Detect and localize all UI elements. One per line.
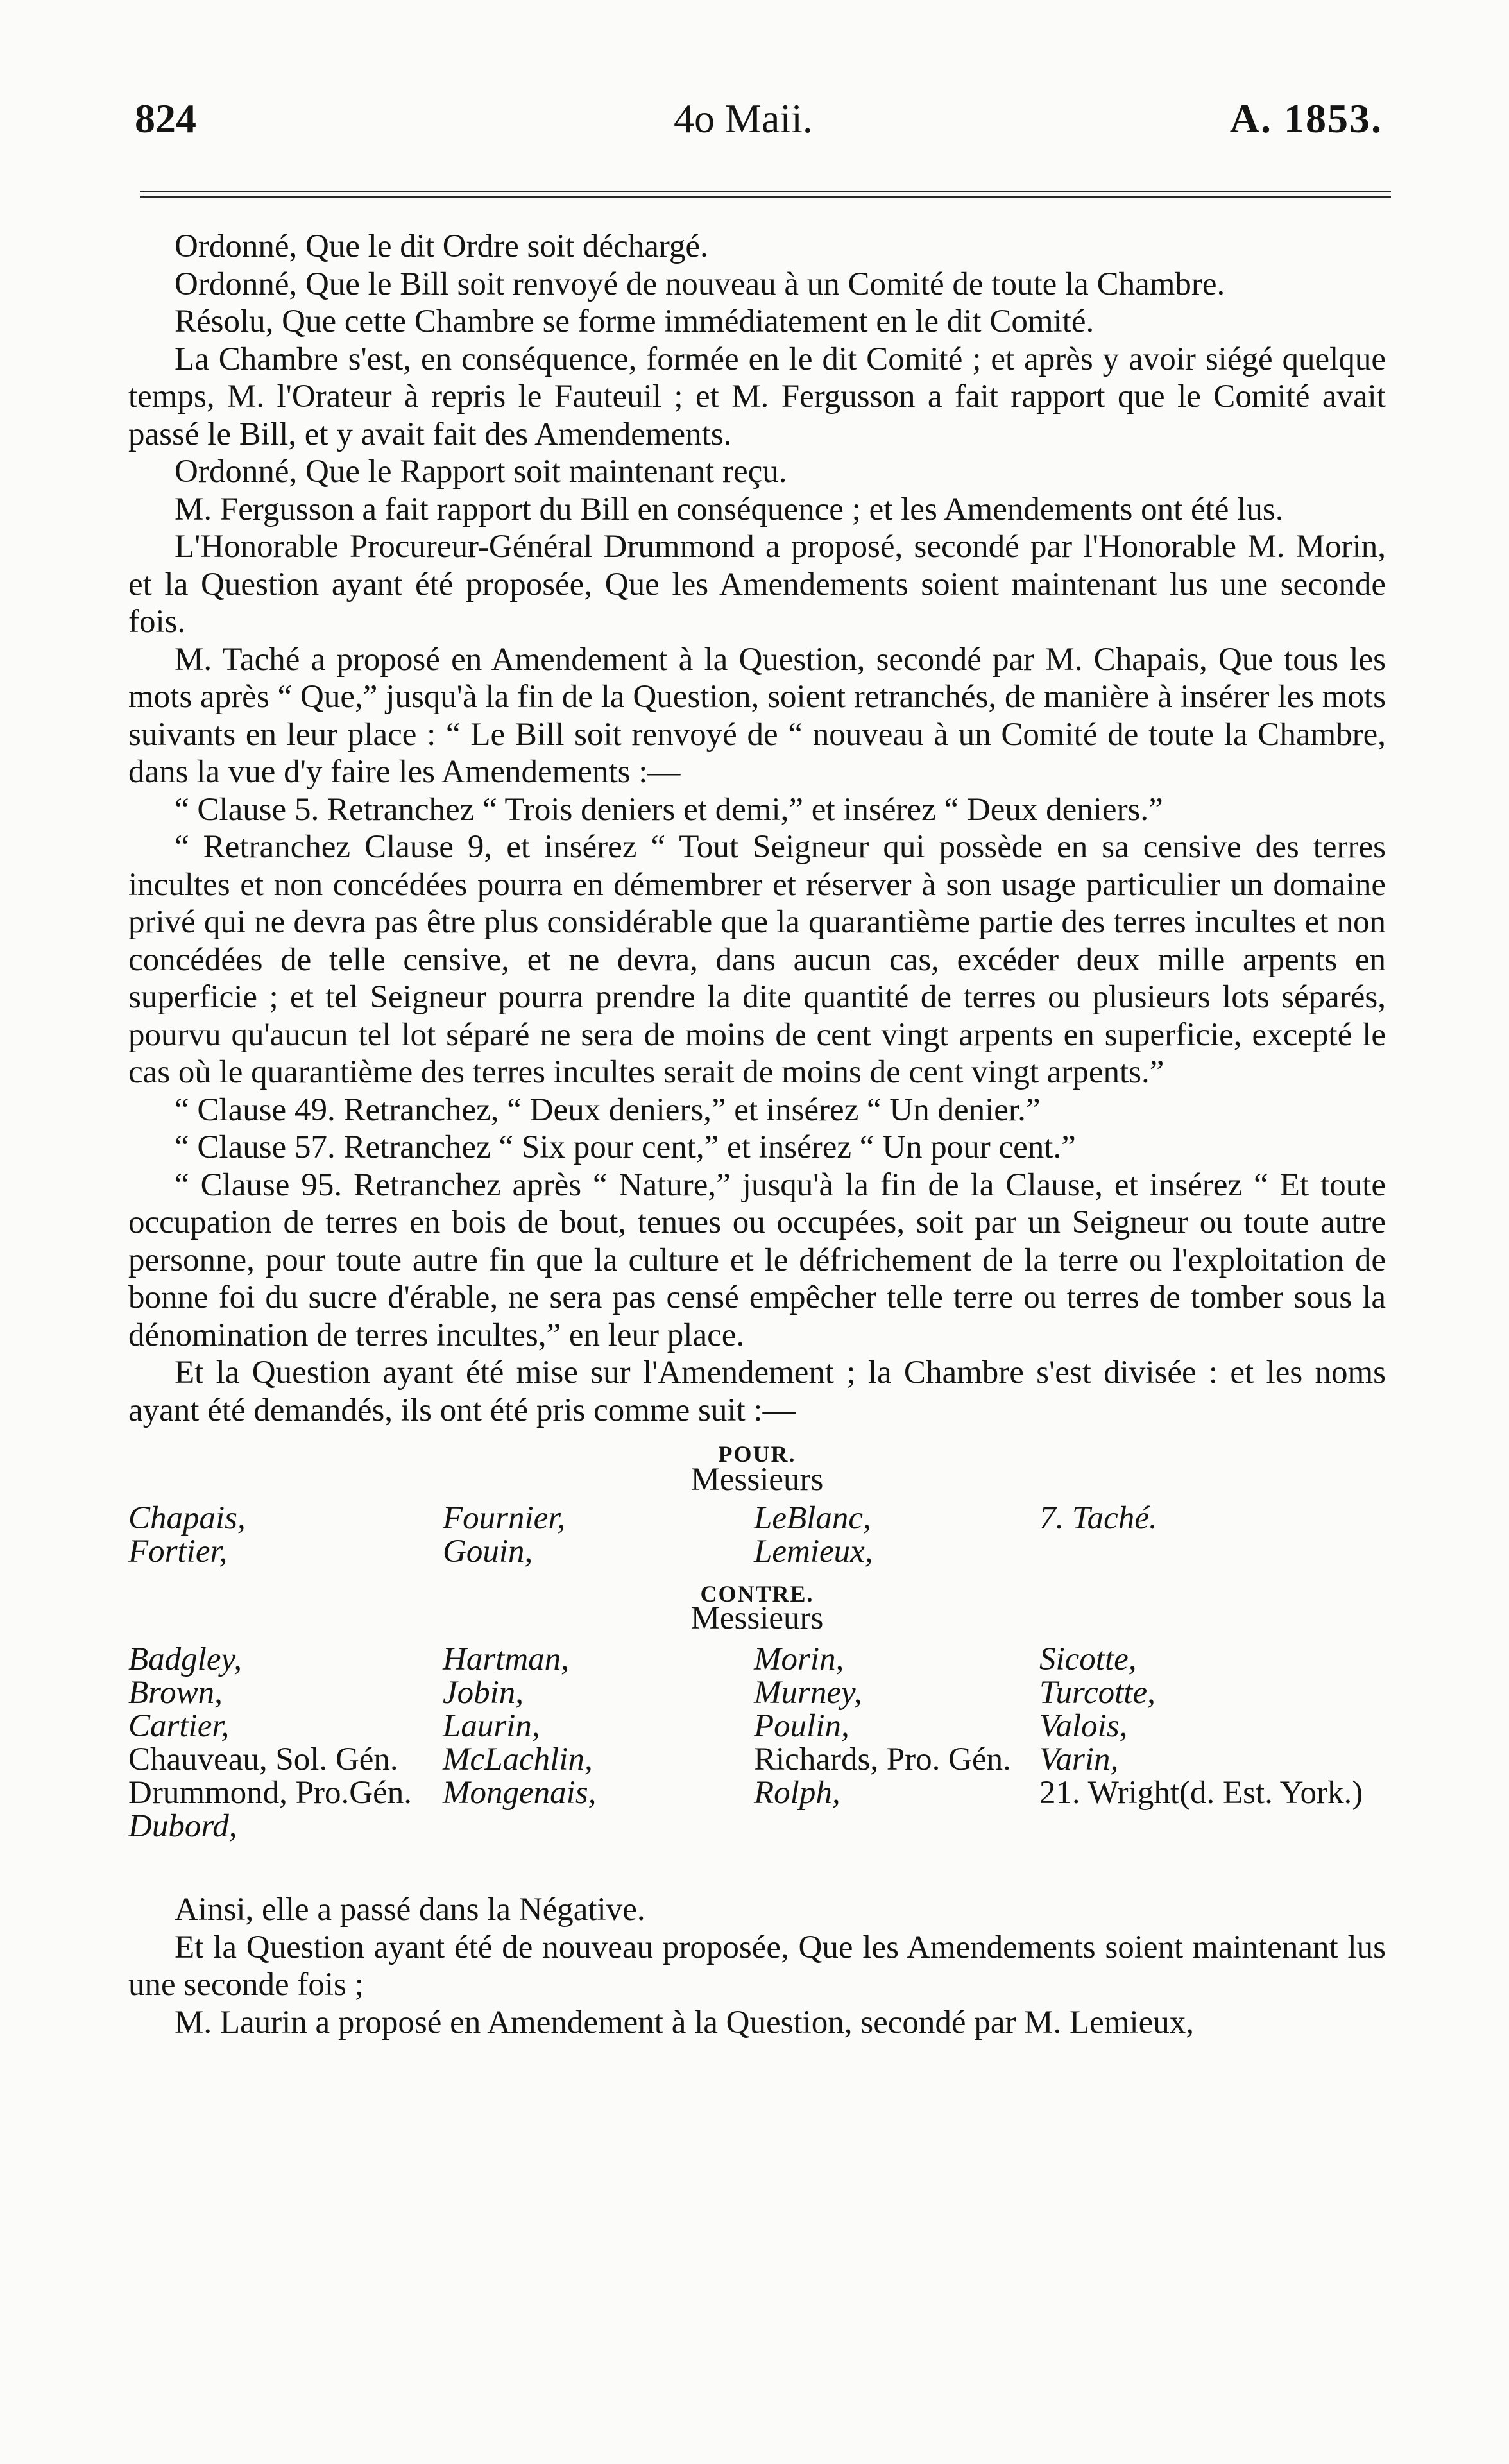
paragraph: Et la Question ayant été de nouveau proposée, Que les Amendements soient maintenant lus une seconde fois ; <box>128 1929 1386 2003</box>
voter-name: Rolph, <box>754 1775 840 1811</box>
paragraph: Ordonné, Que le Rapport soit maintenant reçu. <box>175 454 787 490</box>
amendment-clause: “ Clause 49. Retranchez, “ Deux deniers,” et insérez “ Un denier.” <box>175 1091 1041 1128</box>
voter-name: LeBlanc, <box>754 1500 871 1536</box>
vote-row <box>128 1674 1386 1710</box>
vote-row <box>128 1641 1386 1677</box>
voter-name: Gouin, <box>443 1534 533 1570</box>
paragraph: Résolu, Que cette Chambre se forme immédiatement en le dit Comité. <box>175 304 1095 339</box>
vote-row <box>128 1741 1386 1777</box>
vote-row <box>128 1774 1386 1810</box>
voter-name: Varin, <box>1039 1741 1119 1777</box>
running-header <box>135 95 1383 153</box>
paragraph: Ordonné, Que le dit Ordre soit déchargé. <box>175 228 708 264</box>
page-number: 824 <box>135 96 196 141</box>
voter-name: Murney, <box>754 1675 862 1711</box>
voter-name: Sicotte, <box>1039 1641 1137 1677</box>
header-rule-bottom <box>140 196 1391 198</box>
voter-name: Drummond, Pro.Gén. <box>128 1775 412 1811</box>
voter-name: Hartman, <box>443 1641 569 1677</box>
contre-heading: CONTRE. <box>700 1581 814 1607</box>
header-date: 4o Maii. <box>674 96 813 141</box>
voter-name: Morin, <box>754 1641 844 1677</box>
header-rule-top <box>140 191 1391 193</box>
voter-name: Laurin, <box>443 1708 540 1744</box>
voter-name: 21. Wright(d. Est. York.) <box>1039 1775 1363 1811</box>
voter-name: Brown, <box>128 1675 223 1711</box>
voter-name: Lemieux, <box>754 1534 873 1570</box>
voter-name: Cartier, <box>128 1708 230 1744</box>
header-year: A. 1853. <box>1229 96 1383 141</box>
paragraph: M. Laurin a proposé en Amendement à la Question, secondé par M. Lemieux, <box>175 2004 1195 2041</box>
amendment-clause: “ Retranchez Clause 9, et insérez “ Tout Seigneur qui possède en sa censive des terres incultes et non concédées pourra en démembrer et réserver à son usage particulier un domaine privé qui ne devra pas être plus considérable que la quarantième partie des terres incultes et non concédées de telle censive, et ne devra, dans aucun cas, excéder deux mille arpents en superficie ; et tel Seigneur pourra prendre la dite quantité de terres ou plusieurs lots séparés, pourvu qu'aucun tel lot séparé ne sera de moins de cent vingt arpents en superficie, excepté le cas où le quarantième des terres incultes serait de moins de cent vingt arpents.” <box>128 829 1386 1090</box>
voter-name: 7. Taché. <box>1039 1500 1157 1536</box>
voter-name: Jobin, <box>443 1675 524 1711</box>
paragraph: La Chambre s'est, en conséquence, formée en le dit Comité ; et après y avoir siégé quelque temps, M. l'Orateur à repris le Fauteuil ; et M. Fergusson a fait rapport que le Comité avait passé le Bill, et y avait fait des Amendements. <box>128 341 1386 452</box>
vote-row <box>128 1533 1386 1569</box>
pour-messieurs: Messieurs <box>690 1462 824 1498</box>
voter-name: Turcotte, <box>1039 1675 1155 1711</box>
voter-name: Chapais, <box>128 1500 246 1536</box>
vote-row <box>128 1500 1386 1536</box>
paragraph: Ordonné, Que le Bill soit renvoyé de nouveau à un Comité de toute la Chambre. <box>175 266 1225 302</box>
journal-body <box>128 228 1386 2041</box>
voter-name: Valois, <box>1039 1708 1128 1744</box>
voter-name: Fortier, <box>128 1534 228 1570</box>
paragraph: M. Fergusson a fait rapport du Bill en conséquence ; et les Amendements ont été lus. <box>175 491 1284 527</box>
amendment-clause: “ Clause 95. Retranchez après “ Nature,” jusqu'à la fin de la Clause, et insérez “ Et toute occupation de terres en bois de bout, tenues ou occupées, soit par un Seigneur ou toute autre personne, pour toute autre fin que la culture et le défrichement de la terre ou l'exploitation de bonne foi du sucre d'érable, ne sera pas censé empêcher telle terre ou terres de tomber sous la dénomination de terres incultes,” en leur place. <box>128 1167 1386 1353</box>
amendment-clause: “ Clause 5. Retranchez “ Trois deniers et demi,” et insérez “ Deux deniers.” <box>175 791 1163 828</box>
voter-name: Richards, Pro. Gén. <box>754 1741 1011 1777</box>
voter-name: Fournier, <box>443 1500 566 1536</box>
voter-name: Badgley, <box>128 1641 243 1677</box>
paragraph: M. Taché a proposé en Amendement à la Question, secondé par M. Chapais, Que tous les mots après “ Que,” jusqu'à la fin de la Question, soient retranchés, de manière à insérer les mots suivants en leur place : “ Le Bill soit renvoyé de “ nouveau à un Comité de toute la Chambre, dans la vue d'y faire les Amendements :— <box>128 641 1386 790</box>
voter-name: Chauveau, Sol. Gén. <box>128 1741 398 1777</box>
voter-name: McLachlin, <box>443 1741 593 1777</box>
paragraph: Ainsi, elle a passé dans la Négative. <box>175 1892 645 1928</box>
voter-name: Dubord, <box>128 1808 237 1844</box>
vote-row <box>128 1808 1386 1844</box>
amendment-clause: “ Clause 57. Retranchez “ Six pour cent,” et insérez “ Un pour cent.” <box>175 1129 1076 1165</box>
paragraph: L'Honorable Procureur-Général Drummond a proposé, secondé par l'Honorable M. Morin, et la Question ayant été proposée, Que les Amendements soient maintenant lus une seconde fois. <box>128 529 1386 640</box>
voter-name: Poulin, <box>754 1708 849 1744</box>
pour-heading: POUR. <box>718 1441 796 1467</box>
vote-row <box>128 1707 1386 1743</box>
division-list <box>128 1429 1386 1891</box>
paragraph: Et la Question ayant été mise sur l'Amendement ; la Chambre s'est divisée : et les noms ayant été demandés, ils ont été pris comme suit :— <box>128 1355 1386 1428</box>
voter-name: Mongenais, <box>443 1775 597 1811</box>
contre-messieurs: Messieurs <box>690 1600 824 1636</box>
